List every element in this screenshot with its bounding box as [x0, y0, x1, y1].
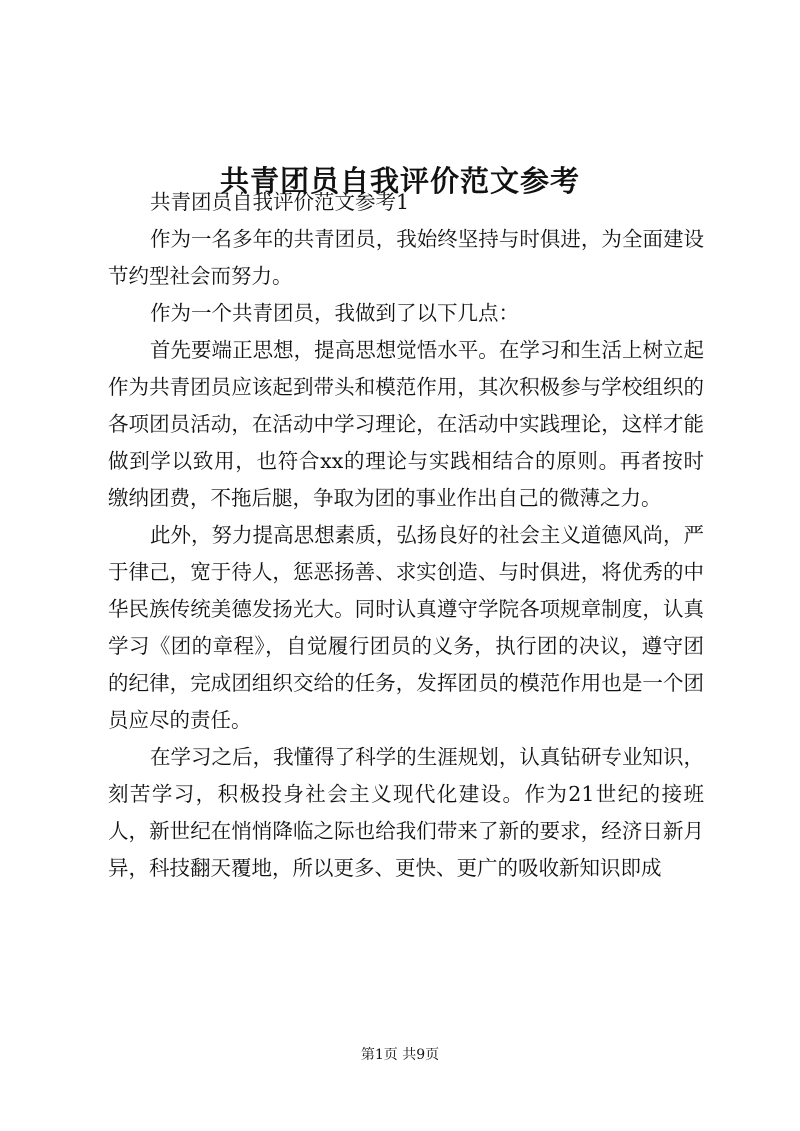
paragraph: 首先要端正思想，提高思想觉悟水平。在学习和生活上树立起作为共青团员应该起到带头和模范作用，其次积极参与学校组织的各项团员活动，在活动中学习理论，在活动中实践理论，这样才能做到学以致用，也符合xx的理论与实践相结合的原则。再者按时缴纳团费，不拖后腿，争取为团的事业作出自己的微薄之力。 [108, 338, 704, 510]
page-title: 共青团员自我评价范文参考 [219, 164, 580, 199]
page-number-footer: 第1页 共9页 [360, 1047, 440, 1063]
paragraph: 此外，努力提高思想素质，弘扬良好的社会主义道德风尚，严于律己，宽于待人，惩恶扬善、求实创造、与时俱进，将优秀的中华民族传统美德发扬光大。同时认真遵守学院各项规章制度，认真学习《团的章程》，自觉履行团员的义务，执行团的决议，遵守团的纪律，完成团组织交给的任务，发挥团员的模范作用也是一个团员应尽的责任。 [108, 523, 704, 732]
paragraph: 在学习之后，我懂得了科学的生涯规划，认真钻研专业知识，刻苦学习，积极投身社会主义现代化建设。作为21世纪的接班人，新世纪在悄悄降临之际也给我们带来了新的要求，经济日新月异，科技翻天覆地，所以更多、更快、更广的吸收新知识即成 [108, 745, 704, 880]
document-body [108, 184, 704, 887]
paragraph: 作为一名多年的共青团员，我始终坚持与时俱进，为全面建设节约型社会而努力。 [108, 227, 704, 288]
paragraph: 作为一个共青团员，我做到了以下几点： [150, 301, 519, 325]
paragraph-heading: 共青团员自我评价范文参考1 [150, 190, 410, 214]
